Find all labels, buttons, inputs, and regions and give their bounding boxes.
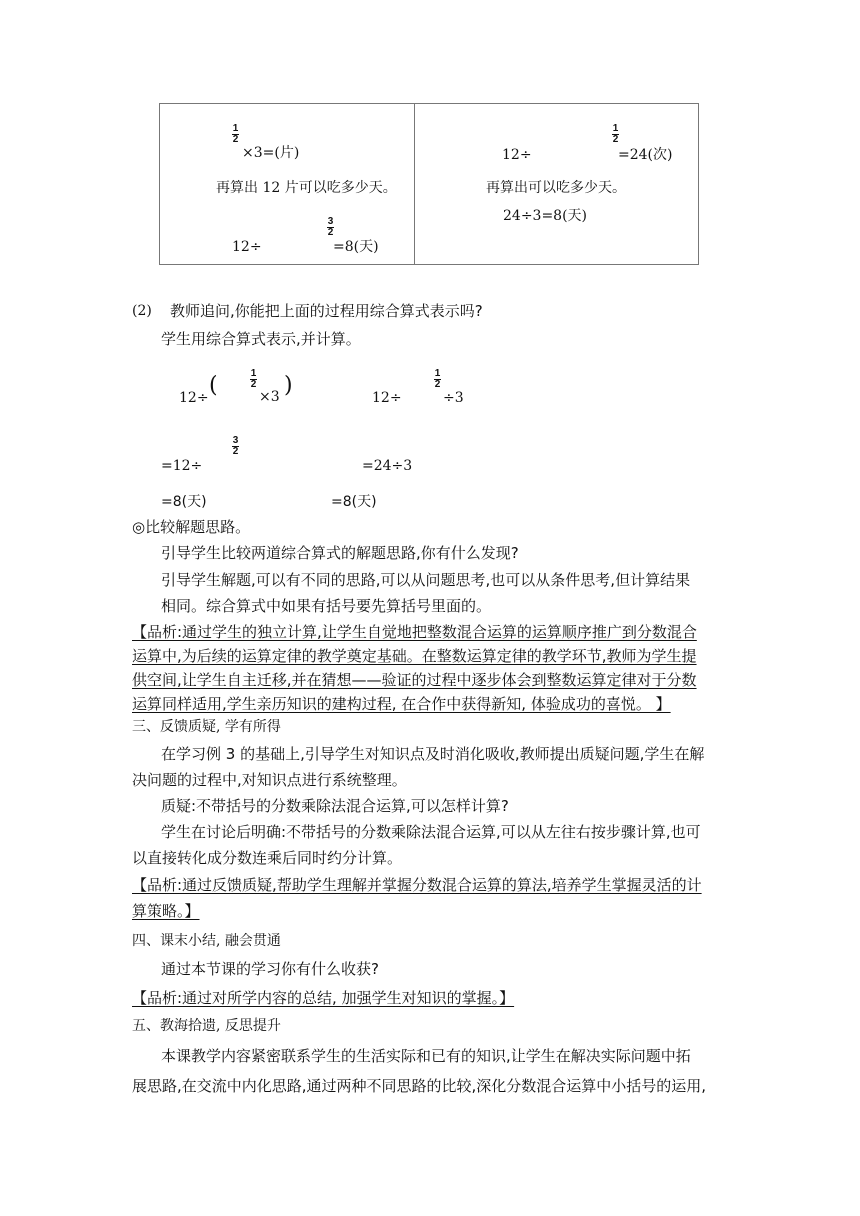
section3-p1-line1: 在学习例 3 的基础上,引导学生对知识点及时消化吸收,教师提出质疑问题,学生在解 [161, 745, 705, 763]
formula-left-a: 12÷ [179, 390, 209, 406]
fraction-half: 1 2 [612, 123, 619, 145]
table-left-line1: ×3=(片) [242, 145, 300, 161]
table-left-line3b: =8(天) [333, 239, 379, 255]
fraction-three-half: 3 2 [327, 216, 334, 238]
section3-p3-line1: 学生在讨论后明确:不带括号的分数乘除法混合运算,可以从左往右按步骤计算,也可 [161, 823, 701, 841]
section-title: 五、教海拾遗, 反思提升 [132, 1018, 281, 1034]
section5-p1-line1: 本课教学内容紧密联系学生的生活实际和已有的知识,让学生在解决实际问题中拓 [161, 1047, 691, 1065]
formula-step2-left: =12÷ [161, 458, 203, 474]
formula-step3-right: =8(天) [331, 494, 377, 510]
analysis-line: 【品析:通过学生的独立计算,让学生自觉地把整数混合运算的运算顺序推广到分数混合 [132, 623, 697, 641]
table-right-line2: 再算出可以吃多少天。 [486, 180, 626, 196]
table-divider [414, 104, 415, 264]
formula-right-a: 12÷ [372, 390, 402, 406]
analysis-line: 算策略。】 [132, 902, 200, 920]
question-text: 教师追问,你能把上面的过程用综合算式表示吗? [170, 302, 483, 320]
fraction-half: 1 2 [434, 368, 441, 390]
analysis-line: 【品析:通过对所学内容的总结, 加强学生对知识的掌握。】 [132, 989, 515, 1007]
compare-title: ◎比较解题思路。 [132, 518, 251, 536]
section-title: 四、课末小结, 融会贯通 [132, 933, 281, 949]
section5-p1-line2: 展思路,在交流中内化思路,通过两种不同思路的比较,深化分数混合运算中小括号的运用, [132, 1077, 707, 1095]
formula-left-b: ×3 [259, 389, 280, 405]
compare-p2-line2: 相同。综合算式中如果有括号要先算括号里面的。 [161, 597, 492, 615]
table-right-line1a: 12÷ [502, 147, 532, 163]
formula-left-paren-open: ( [209, 373, 218, 398]
section3-p2: 质疑:不带括号的分数乘除法混合运算,可以怎样计算? [161, 797, 509, 815]
table-right-line3: 24÷3=8(天) [503, 208, 588, 224]
table-left-line2: 再算出 12 片可以吃多少天。 [216, 180, 397, 196]
compare-p2-line1: 引导学生解题,可以有不同的思路,可以从问题思考,也可以从条件思考,但计算结果 [161, 571, 691, 589]
section-title: 三、反馈质疑, 学有所得 [132, 719, 281, 735]
analysis-line: 运算中,为后续的运算定律的教学奠定基础。在整数运算定律的教学环节,教师为学生提 [132, 647, 697, 665]
section4-p1: 通过本节课的学习你有什么收获? [161, 960, 379, 978]
analysis-line: 运算同样适用,学生亲历知识的建构过程, 在合作中获得新知, 体验成功的喜悦。 】 [132, 695, 671, 713]
section3-p1-line2: 决问题的过程中,对知识点进行系统整理。 [132, 771, 407, 789]
table-right-line1b: =24(次) [618, 147, 673, 163]
question-number: (2) [132, 303, 152, 319]
formula-left-paren-close: ) [284, 373, 293, 398]
formula-right-b: ÷3 [443, 390, 464, 406]
table-left-line3a: 12÷ [232, 239, 262, 255]
fraction-half: 1 2 [250, 368, 257, 390]
analysis-line: 供空间,让学生自主迁移,并在猜想——验证的过程中逐步体会到整数运算定律对于分数 [132, 671, 697, 689]
formula-step2-right: =24÷3 [362, 458, 413, 474]
analysis-line: 【品析:通过反馈质疑,帮助学生理解并掌握分数混合运算的算法,培养学生掌握灵活的计 [132, 876, 702, 894]
question-sub: 学生用综合算式表示,并计算。 [161, 330, 361, 348]
fraction-half: 1 2 [232, 123, 239, 145]
fraction-three-half: 3 2 [232, 435, 239, 457]
formula-step3-left: =8(天) [161, 494, 207, 510]
compare-p1: 引导学生比较两道综合算式的解题思路,你有什么发现? [161, 544, 519, 562]
section3-p3-line2: 以直接转化成分数连乘后同时约分计算。 [132, 849, 403, 867]
